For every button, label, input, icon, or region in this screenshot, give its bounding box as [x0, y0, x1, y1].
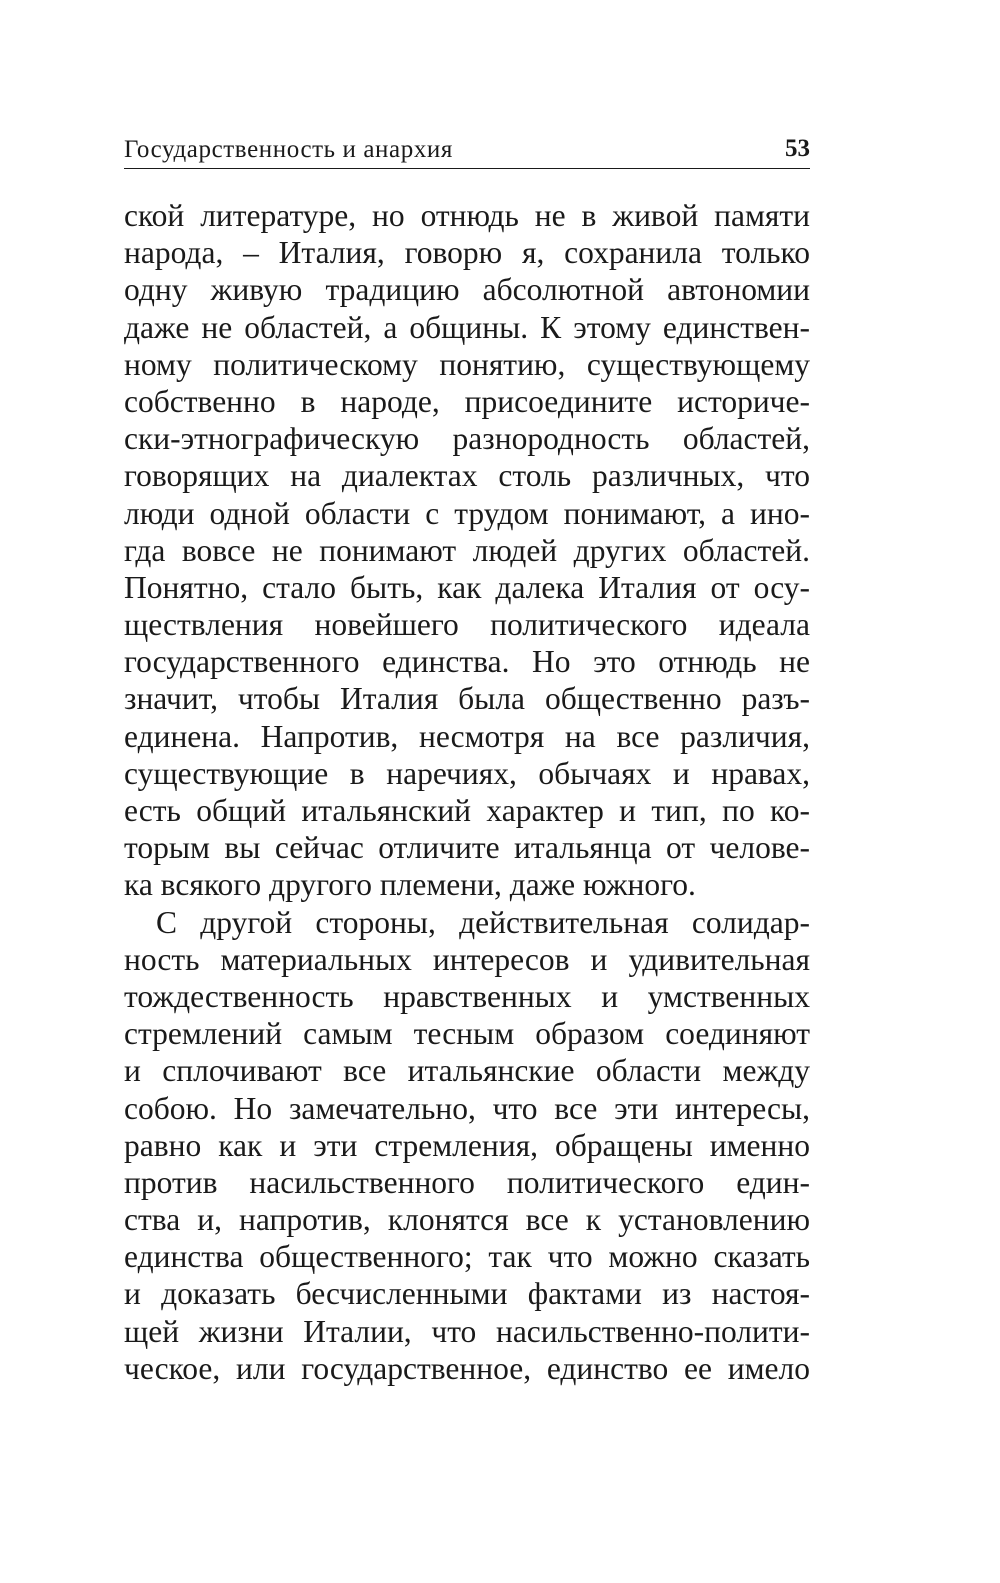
text-line: ческое, или государственное, единство ее имело — [124, 1350, 810, 1386]
text-line: люди одной области с трудом понимают, а ино- — [124, 495, 810, 531]
text-line: народа, – Италия, говорю я, сохранила только — [124, 235, 810, 271]
text-line: ность материальных интересов и удивительная — [124, 941, 810, 977]
text-line: торым вы сейчас отличите итальянца от челове- — [124, 830, 810, 866]
text-line: есть общий итальянский характер и тип, по ко- — [124, 793, 810, 828]
text-line: собственно в народе, присоедините историче- — [124, 383, 810, 419]
page-number: 53 — [785, 135, 810, 162]
text-line: единства общественного; так что можно сказать — [124, 1239, 810, 1275]
text-line: и сплочивают все итальянские области между — [124, 1053, 810, 1089]
paragraph-first-line: С другой стороны, действительная солидар- — [156, 904, 810, 940]
text-line: даже не областей, а общины. К этому единствен- — [124, 309, 810, 345]
text-line: значит, чтобы Италия была общественно разъ- — [124, 681, 810, 717]
text-line: против насильственного политического един- — [124, 1164, 810, 1200]
text-line: государственного единства. Но это отнюдь не — [124, 644, 810, 680]
text-line: стремлений самым тесным образом соединяют — [124, 1016, 810, 1052]
text-line: Понятно, стало быть, как далека Италия от осу- — [124, 569, 810, 605]
paragraph-end-line: ка всякого другого племени, даже южного. — [124, 867, 696, 903]
text-line: ному политическому понятию, существующему — [124, 346, 810, 382]
text-line: ществления новейшего политического идеала — [124, 607, 810, 643]
text-line: и доказать бесчисленными фактами из настоя- — [124, 1276, 810, 1312]
running-header — [124, 132, 810, 169]
text-line: ской литературе, но отнюдь не в живой памяти — [124, 198, 810, 233]
body-text — [124, 197, 810, 1387]
text-line: ски-этнографическую разнородность областей, — [124, 421, 810, 457]
running-title: Государственность и анархия — [124, 136, 453, 163]
text-line: тождественность нравственных и умственных — [124, 978, 810, 1014]
text-line: говорящих на диалектах столь различных, что — [124, 458, 810, 494]
text-line: равно как и эти стремления, обращены именно — [124, 1127, 810, 1163]
text-line: щей жизни Италии, что насильственно-полити- — [124, 1313, 810, 1349]
text-line: одну живую традицию абсолютной автономии — [124, 272, 810, 308]
text-line: единена. Напротив, несмотря на все различия, — [124, 718, 810, 754]
book-page — [124, 132, 810, 1387]
text-line: ства и, напротив, клонятся все к установлению — [124, 1202, 810, 1238]
text-line: существующие в наречиях, обычаях и нравах, — [124, 755, 810, 791]
text-line: гда вовсе не понимают людей других областей. — [124, 532, 810, 568]
text-line: собою. Но замечательно, что все эти интересы, — [124, 1090, 810, 1126]
